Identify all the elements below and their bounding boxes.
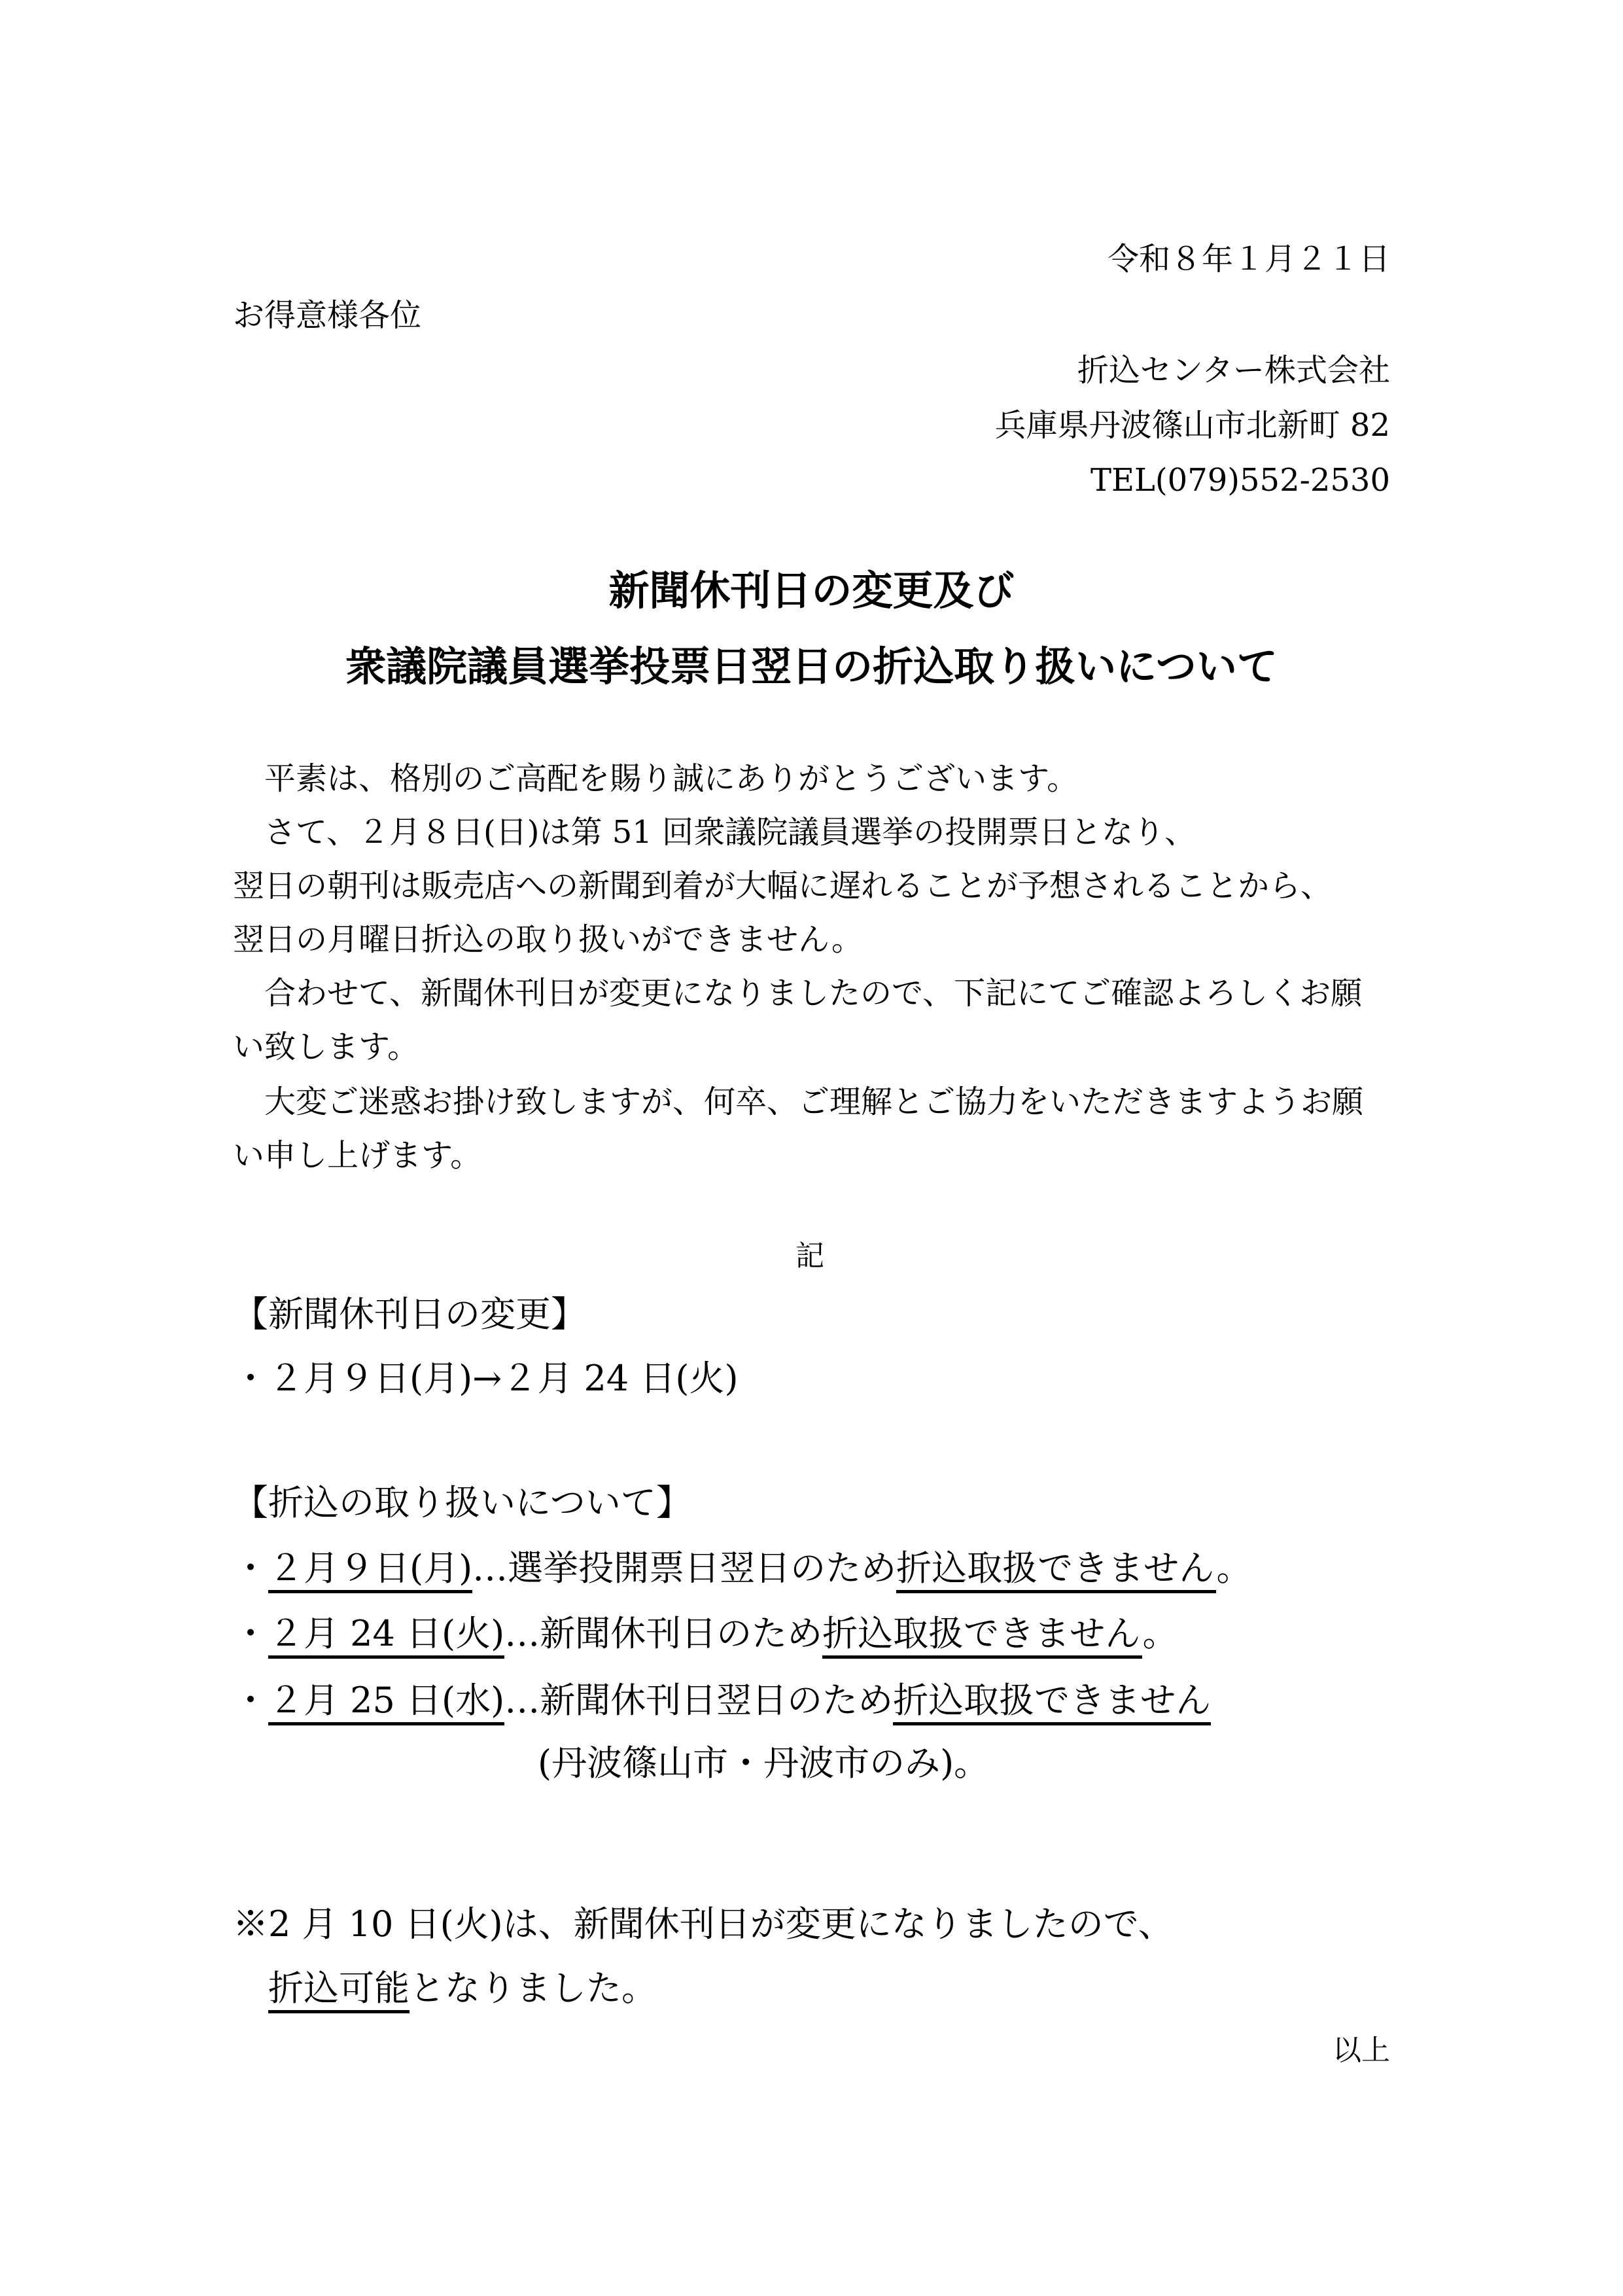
insert-item-status: 折込取扱できません (893, 1680, 1211, 1725)
body-paragraph-5: 合わせて、新聞休刊日が変更になりましたので、下記にてご確認よろしくお願 (264, 975, 1363, 1012)
note-underlined: 折込可能 (268, 1968, 410, 2013)
insert-item-status: 折込取扱できません (822, 1613, 1142, 1659)
title-line-1: 新聞休刊日の変更及び (608, 567, 1015, 614)
insert-item-1: ・２月９日(月)…選挙投開票日翌日のため折込取扱できません。 (233, 1551, 1251, 1586)
note-line-2: 折込可能となりました。 (268, 1971, 657, 2006)
body-paragraph-8: い申し上げます。 (233, 1137, 482, 1174)
recipient: お得意様各位 (233, 297, 422, 334)
body-paragraph-4: 翌日の月曜日折込の取り扱いができません。 (233, 921, 863, 958)
section-1-heading: 【新聞休刊日の変更】 (233, 1294, 586, 1335)
insert-item-2: ・２月 24 日(火)…新聞休刊日のため折込取扱できません。 (233, 1616, 1178, 1651)
insert-item-3: ・２月 25 日(水)…新聞休刊日翌日のため折込取扱できません (233, 1683, 1211, 1718)
body-paragraph-3: 翌日の朝刊は販売店への新聞到着が大幅に遅れることが予想されることから、 (233, 868, 1333, 904)
insert-item-date: ２月９日(月) (268, 1547, 472, 1593)
body-paragraph-1: 平素は、格別のご高配を賜り誠にありがとうございます。 (264, 760, 1079, 797)
note-line-1: ※2 月 10 日(火)は、新聞休刊日が変更になりましたので、 (233, 1903, 1174, 1945)
company-name: 折込センター株式会社 (1077, 352, 1390, 389)
insert-item-date: ２月 25 日(水) (268, 1680, 504, 1725)
title-line-2: 衆議院議員選挙投票日翌日の折込取り扱いについて (345, 643, 1278, 690)
insert-item-status: 折込取扱できません (896, 1547, 1216, 1593)
company-tel: TEL(079)552-2530 (1091, 462, 1390, 499)
section-1-item: ・２月９日(月)→２月 24 日(火) (233, 1358, 739, 1399)
section-2-heading: 【折込の取り扱いについて】 (233, 1482, 691, 1523)
ki-marker: 記 (795, 1239, 824, 1273)
insert-item-3-note: (丹波篠山市・丹波市のみ)。 (538, 1742, 990, 1784)
document-date: 令和８年１月２１日 (1107, 241, 1390, 277)
insert-item-date: ２月 24 日(火) (268, 1613, 504, 1659)
closing-mark: 以上 (1333, 2034, 1390, 2067)
company-address: 兵庫県丹波篠山市北新町 82 (994, 407, 1390, 444)
body-paragraph-6: い致します。 (233, 1029, 419, 1065)
body-paragraph-7: 大変ご迷惑お掛け致しますが、何卒、ご理解とご協力をいただきますようお願 (264, 1084, 1364, 1120)
body-paragraph-2: さて、２月８日(日)は第 51 回衆議院議員選挙の投開票日となり、 (264, 814, 1196, 851)
